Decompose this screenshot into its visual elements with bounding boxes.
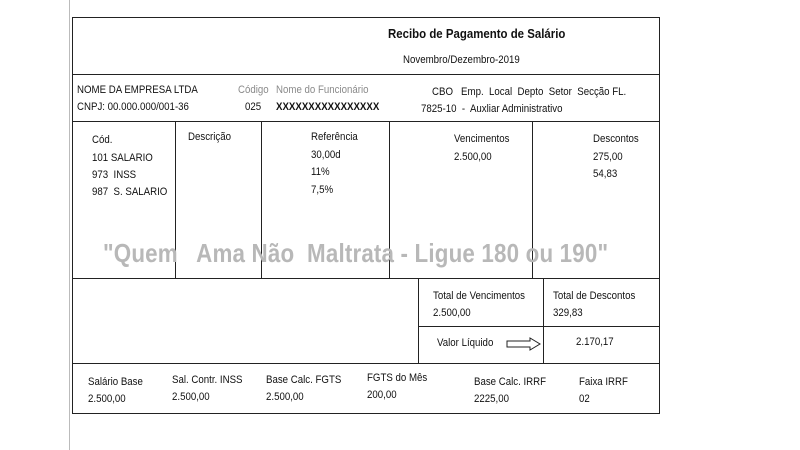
code-label: Código [238, 84, 269, 96]
row-1-deduction: 275,00 [593, 151, 623, 163]
net-value: 2.170,17 [576, 336, 614, 348]
slogan-watermark: "Quem Ama Não Maltrata - Ligue 180 ou 190" [103, 238, 609, 268]
total-earnings-label: Total de Vencimentos [433, 290, 526, 302]
row-1-earnings: 2.500,00 [454, 151, 492, 163]
company-name: NOME DA EMPRESA LTDA [77, 84, 198, 96]
items-divider [72, 278, 659, 279]
footer-fgts-base-label: Base Calc. FGTS [266, 374, 342, 386]
page-margin-line [69, 0, 70, 450]
code-value: 025 [245, 101, 262, 113]
row-2-code: 973 INSS [92, 169, 137, 181]
footer-salary-base-value: 2.500,00 [88, 393, 126, 405]
footer-inss-label: Sal. Contr. INSS [172, 374, 243, 386]
receipt-frame [72, 17, 660, 414]
cbo-value: 7825-10 - Auxliar Administrativo [421, 103, 563, 115]
receipt-title: Recibo de Pagamento de Salário [388, 26, 566, 41]
company-cnpj: CNPJ: 00.000.000/001-36 [77, 101, 189, 113]
col-header-reference: Referência [311, 131, 358, 143]
totals-mid-border [543, 278, 544, 363]
employee-label: Nome do Funcionário [276, 84, 369, 96]
col-header-earnings: Vencimentos [454, 133, 510, 145]
footer-divider [72, 363, 659, 364]
net-value-label: Valor Líquido [437, 337, 494, 349]
totals-divider [418, 326, 659, 327]
footer-irrf-band-label: Faixa IRRF [579, 376, 628, 388]
col-header-deductions: Descontos [593, 133, 639, 145]
receipt-period: Novembro/Dezembro-2019 [403, 54, 520, 66]
arrow-right-icon [506, 337, 542, 351]
row-3-reference: 7,5% [311, 184, 334, 196]
row-3-code: 987 S. SALARIO [92, 186, 168, 198]
total-deductions-value: 329,83 [553, 307, 583, 319]
totals-left-border [418, 278, 419, 363]
employee-value: XXXXXXXXXXXXXXXX [276, 101, 380, 113]
footer-salary-base-label: Salário Base [88, 376, 143, 388]
footer-irrf-band-value: 02 [579, 393, 590, 405]
footer-fgts-month-value: 200,00 [367, 389, 397, 401]
cbo-headers: CBO Emp. Local Depto Setor Secção FL. [432, 86, 627, 98]
total-deductions-label: Total de Descontos [553, 290, 636, 302]
footer-irrf-base-label: Base Calc. IRRF [474, 376, 547, 388]
row-2-reference: 11% [311, 166, 330, 178]
total-earnings-value: 2.500,00 [433, 307, 471, 319]
company-divider [72, 121, 659, 122]
col-header-description: Descrição [188, 131, 232, 143]
footer-fgts-month-label: FGTS do Mês [367, 372, 428, 384]
row-1-code: 101 SALARIO [92, 152, 153, 164]
row-2-deduction: 54,83 [593, 168, 618, 180]
footer-inss-value: 2.500,00 [172, 391, 210, 403]
footer-irrf-base-value: 2225,00 [474, 393, 509, 405]
footer-fgts-base-value: 2.500,00 [266, 391, 304, 403]
row-1-reference: 30,00d [311, 149, 341, 161]
col-header-code: Cód. [92, 134, 113, 146]
header-divider [72, 74, 659, 75]
